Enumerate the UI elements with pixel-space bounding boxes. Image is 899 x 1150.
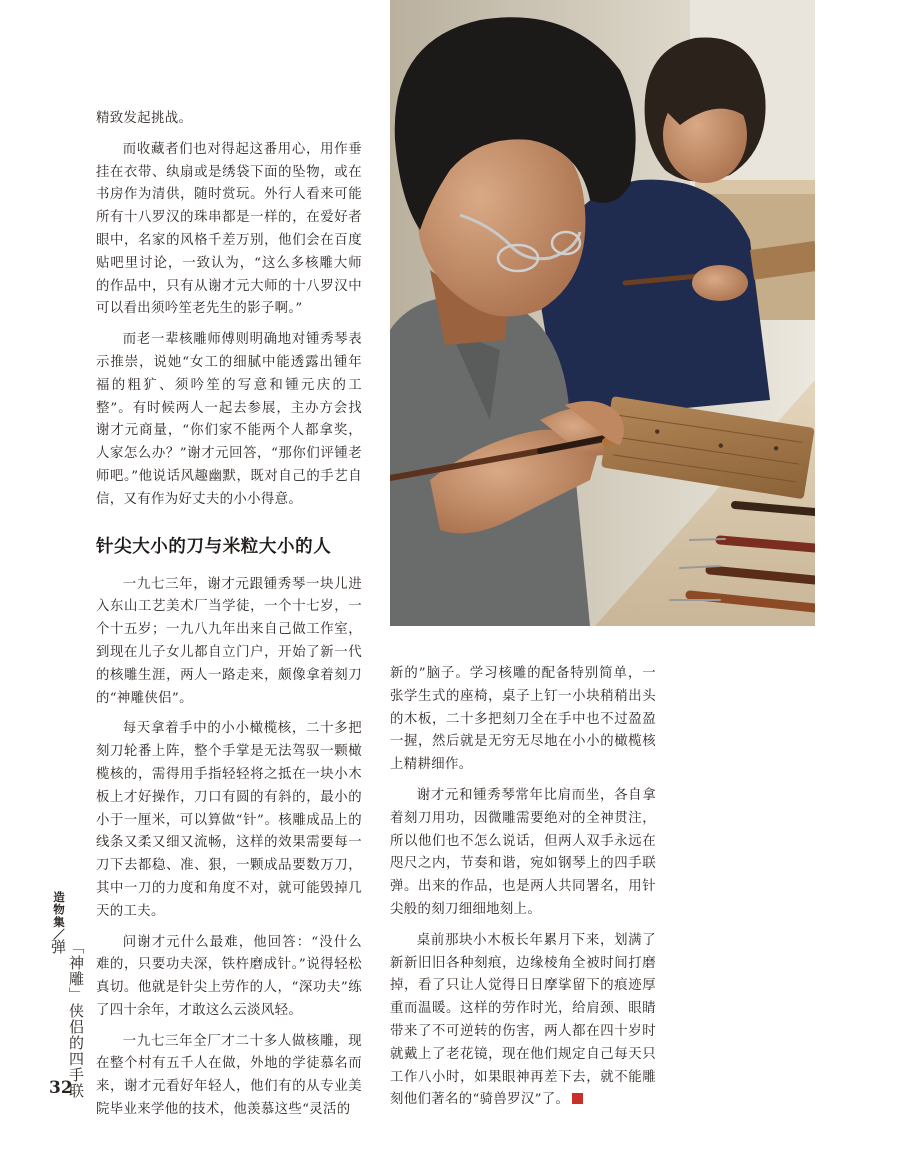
paragraph: 一九七三年全厂才二十多人做核雕，现在整个村有五千人在做，外地的学徒慕名而来，谢才元看好年轻人，他们有的从专业美院毕业来学他的技术，他羡慕这些“灵活的 bbox=[96, 1033, 362, 1118]
left-text-column bbox=[96, 108, 362, 1130]
page-number: 32 bbox=[49, 1078, 73, 1098]
paragraph-text: 桌前那块小木板长年累月下来，划满了新新旧旧各种刻痕，边缘棱角全被时间打磨掉，看了只让人觉得日日摩挲留下的痕迹厚重而温暖。这样的劳作时光，给肩颈、眼睛带来了不可逆转的伤害，两人都在四十岁时就戴上了老花镜，现在他们规定自己每天只工作八小时，如果眼神再差下去，就不能雕刻他们著名的“骑兽罗汉”了。 bbox=[390, 932, 656, 1108]
paragraph: 谢才元和锺秀琴常年比肩而坐，各自拿着刻刀用功，因微雕需要绝对的全神贯注，所以他们也不怎么说话，但两人双手永远在咫尺之内，节奏和谐，宛如钢琴上的四手联弹。出来的作品，也是两人共同署名，用针尖般的刻刀细细地刻上。 bbox=[390, 787, 656, 917]
paragraph: 问谢才元什么最难，他回答：“没什么难的，只要功夫深，铁杵磨成针。”说得轻松真切。他就是针尖上劳作的人，“深功夫”练了四十余年，才敢这么云淡风轻。 bbox=[96, 934, 362, 1018]
side-tab bbox=[45, 885, 85, 1105]
paragraph: 精致发起挑战。 bbox=[96, 111, 193, 126]
paragraph-final bbox=[390, 930, 656, 1112]
magazine-name: 造物集／ bbox=[52, 891, 66, 941]
paragraph: 新的”脑子。学习核雕的配备特别简单，一张学生式的座椅，桌子上钉一小块稍稍出头的木板，二十多把刻刀全在手中也不过盈盈一握，然后就是无穷无尽地在小小的橄榄核上精耕细作。 bbox=[390, 666, 656, 773]
article-title: 「神雕」侠侣的四手联弹 bbox=[49, 939, 85, 1099]
section-heading: 针尖大小的刀与米粒大小的人 bbox=[96, 536, 332, 557]
paragraph: 一九七三年，谢才元跟锺秀琴一块儿进入东山工艺美术厂当学徒，一个十七岁，一个十五岁；一九八九年出来自己做工作室，到现在儿子女儿都自立门户，开始了新一代的核雕生涯，两人一路走来，颇像拿着刻刀的“神雕侠侣”。 bbox=[96, 576, 362, 706]
photo-illustration bbox=[390, 0, 815, 626]
paragraph: 而老一辈核雕师傅则明确地对锺秀琴表示推崇，说她“女工的细腻中能透露出锺年福的粗犷、须吟笙的写意和锺元庆的工整”。有时候两人一起去参展，主办方会找谢才元商量，“你们家不能两个人都拿奖，人家怎么办？”谢才元回答，“那你们评锺老师吧。”他说话风趣幽默，既对自己的手艺自信，又有作为好丈夫的小小得意。 bbox=[96, 332, 362, 507]
end-mark-icon bbox=[572, 1093, 583, 1104]
paragraph: 而收藏者们也对得起这番用心，用作垂挂在衣带、纨扇或是绣袋下面的坠物，或在书房作为清供，随时赏玩。外行人看来可能所有十八罗汉的珠串都是一样的，在爱好者眼中，名家的风格千差万别，他们会在百度贴吧里讨论，一致认为，“这么多核雕大师的作品中，只有从谢才元大师的十八罗汉中可以看出须吟笙老先生的影子啊。” bbox=[96, 141, 362, 317]
right-text-column bbox=[390, 663, 656, 1120]
craftsman-photo bbox=[390, 0, 815, 626]
paragraph: 每天拿着手中的小小橄榄核，二十多把刻刀轮番上阵，整个手掌是无法驾驭一颗橄榄核的，需得用手指轻轻将之抵在一块小木板上才好操作，刀口有圆的有斜的，最小的小于一厘米，可以算做“针”。核雕成品上的线条又柔又细又流畅，这样的效果需要每一刀下去都稳、准、狠，一颗成品要数万刀，其中一刀的力度和角度不对，就可能毁掉几天的工夫。 bbox=[96, 721, 362, 919]
